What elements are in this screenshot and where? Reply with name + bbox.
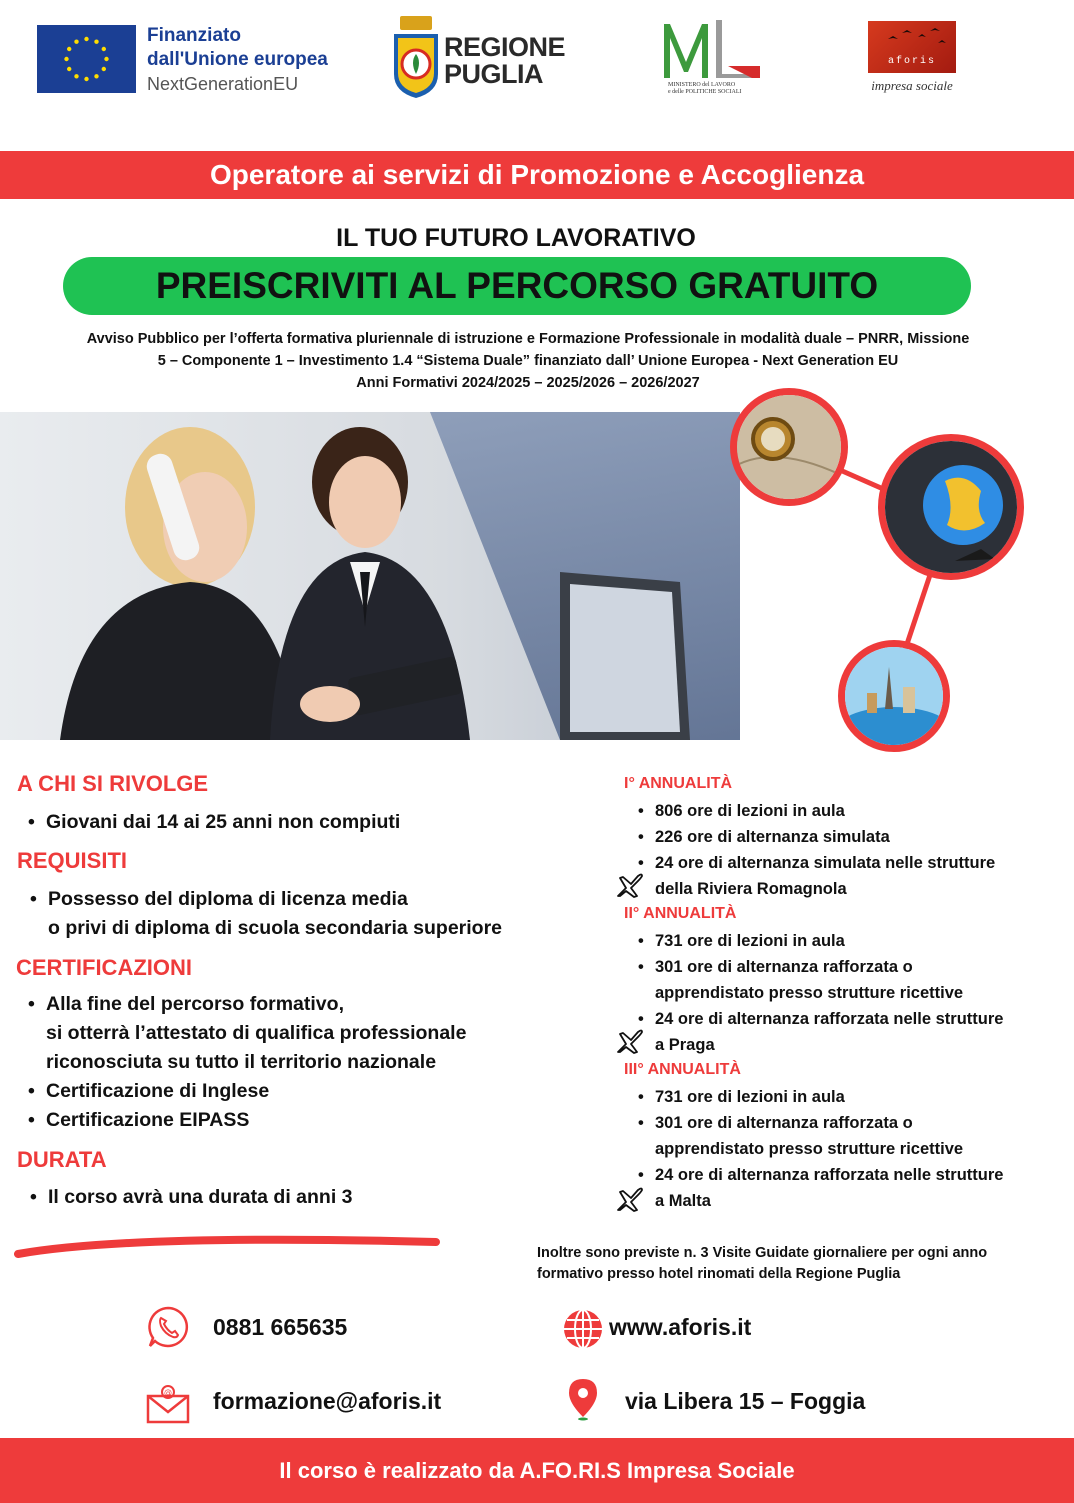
duration-heading: DURATA [17, 1147, 107, 1172]
notice-line-3: Anni Formativi 2024/2025 – 2025/2026 – 2026/2027 [356, 375, 700, 391]
reception-staff-photo [0, 412, 740, 740]
cert-line-1: Alla fine del percorso formativo, [46, 993, 344, 1015]
puglia-line-1: REGIONE [444, 32, 566, 62]
eu-funding-text [147, 24, 328, 96]
svg-text:@: @ [164, 1388, 172, 1397]
address-text: via Libera 15 – Foggia [625, 1388, 866, 1414]
regione-puglia-shield-logo [392, 16, 440, 98]
year-1-item-1: • 806 ore di lezioni in aula [638, 802, 845, 820]
public-notice [20, 328, 1036, 394]
year-3-item-1: • 731 ore di lezioni in aula [638, 1088, 845, 1106]
ministero-caption-2: e delle POLITICHE SOCIALI [668, 89, 742, 95]
eu-line-2: dall'Unione europea [147, 49, 328, 70]
visits-line-1: Inoltre sono previste n. 3 Visite Guidate giornaliere per ogni anno [537, 1245, 988, 1261]
year-3-item-2-line-1: 301 ore di alternanza rafforzata o [655, 1114, 913, 1132]
ministero-caption-1: MINISTERO del LAVORO [668, 82, 736, 88]
puglia-line-2: PUGLIA [444, 59, 544, 89]
certifications-list: • Alla fine del percorso formativo, si otterrà l’attestato di qualifica professionale riconosciuta su tutto il territorio nazionale • Certificazione di Inglese • Certificazione EIPASS [28, 993, 467, 1131]
compass-map-image [730, 388, 848, 506]
future-subtitle: IL TUO FUTURO LAVORATIVO [336, 224, 696, 252]
year-2-item-1: • 731 ore di lezioni in aula [638, 932, 845, 950]
eu-flag-logo [37, 25, 136, 93]
year-3-item-1-text: 731 ore di lezioni in aula [655, 1088, 845, 1106]
world-landmarks-image [838, 640, 950, 752]
year-3-heading: III° ANNUALITÀ [624, 1061, 741, 1078]
location-pin-icon [563, 1377, 607, 1421]
eu-line-1: Finanziato [147, 25, 241, 46]
year-1-item-3-line-1: 24 ore di alternanza simulata nelle strutture [655, 854, 996, 872]
year-3-item-3: • 24 ore di alternanza rafforzata nelle strutture a Malta [638, 1162, 1003, 1214]
requirements-item: • Possesso del diploma di licenza media o privi di diploma di scuola secondaria superiore [30, 885, 502, 943]
airplane-icon [614, 1182, 646, 1214]
year-1-heading: I° ANNUALITÀ [624, 775, 733, 792]
aforis-wordmark: aforis [887, 56, 936, 67]
year-2-item-2-line-1: 301 ore di alternanza rafforzata o [655, 958, 913, 976]
requirements-line-2: o privi di diploma di scuola secondaria superiore [48, 917, 503, 939]
year-2-item-2: • 301 ore di alternanza rafforzata o apprendistato presso strutture ricettive [638, 954, 963, 1006]
globe-image [878, 434, 1024, 580]
email-icon [146, 1382, 190, 1426]
cert-line-2: si otterrà l’attestato di qualifica professionale [46, 1022, 467, 1044]
visits-line-2: formativo presso hotel rinomati della Regione Puglia [537, 1266, 901, 1282]
phone-number-link[interactable]: 0881 665635 [213, 1314, 348, 1340]
certifications-heading: CERTIFICAZIONI [16, 955, 192, 980]
ministero-caption [668, 82, 742, 96]
year-3-item-3-line-1: 24 ore di alternanza rafforzata nelle strutture [655, 1166, 1004, 1184]
footer-banner: Il corso è realizzato da A.FO.RI.S Impresa Sociale [0, 1438, 1074, 1503]
target-heading: A CHI SI RIVOLGE [17, 771, 209, 796]
aforis-subtitle: impresa sociale [871, 78, 953, 93]
notice-line-2: 5 – Componente 1 – Investimento 1.4 “Sistema Duale” finanziato dall’ Unione Europea - Next Generation EU [157, 353, 899, 369]
requirements-heading: REQUISITI [17, 848, 128, 873]
airplane-icon [614, 1024, 646, 1056]
whatsapp-phone-icon [146, 1305, 190, 1349]
eu-line-3: NextGenerationEU [147, 74, 299, 94]
year-2-heading: II° ANNUALITÀ [624, 905, 737, 922]
year-1-item-2: • 226 ore di alternanza simulata [638, 828, 890, 846]
airplane-icon [614, 868, 646, 900]
year-1-item-3-line-2: della Riviera Romagnola [655, 880, 847, 898]
year-1-item-2-text: 226 ore di alternanza simulata [655, 828, 890, 846]
year-2-item-3-line-1: 24 ore di alternanza rafforzata nelle strutture [655, 1010, 1004, 1028]
duration-item-text: Il corso avrà una durata di anni 3 [48, 1186, 353, 1208]
globe-web-icon [561, 1307, 605, 1351]
course-title-banner: Operatore ai servizi di Promozione e Accoglienza [0, 151, 1074, 199]
duration-item: • Il corso avrà una durata di anni 3 [30, 1186, 353, 1208]
year-1-item-1-text: 806 ore di lezioni in aula [655, 802, 845, 820]
notice-line-1: Avviso Pubblico per l’offerta formativa pluriennale di istruzione e Formazione Professionale in modalità duale – PNRR, Missione [86, 331, 970, 347]
guided-visits-note [537, 1243, 987, 1285]
year-3-item-2-line-2: apprendistato presso strutture ricettive [655, 1140, 964, 1158]
year-2-item-2-line-2: apprendistato presso strutture ricettive [655, 984, 964, 1002]
target-item-text: Giovani dai 14 ai 25 anni non compiuti [46, 811, 401, 833]
year-2-item-3-line-2: a Praga [655, 1036, 715, 1054]
year-3-item-2: • 301 ore di alternanza rafforzata o apprendistato presso strutture ricettive [638, 1110, 963, 1162]
regione-puglia-wordmark [444, 34, 565, 88]
year-2-item-3: • 24 ore di alternanza rafforzata nelle strutture a Praga [638, 1006, 1003, 1058]
year-1-item-3: • 24 ore di alternanza simulata nelle strutture della Riviera Romagnola [638, 850, 995, 902]
cert-english: Certificazione di Inglese [46, 1080, 270, 1102]
red-brush-stroke [12, 1228, 442, 1262]
target-item: • Giovani dai 14 ai 25 anni non compiuti [28, 811, 401, 833]
email-link[interactable]: formazione@aforis.it [213, 1388, 442, 1414]
cert-eipass: Certificazione EIPASS [46, 1109, 250, 1131]
requirements-line-1: Possesso del diploma di licenza media [48, 888, 408, 910]
website-link[interactable]: www.aforis.it [609, 1314, 752, 1340]
year-3-item-3-line-2: a Malta [655, 1192, 711, 1210]
year-2-item-1-text: 731 ore di lezioni in aula [655, 932, 845, 950]
cert-line-3: riconosciuta su tutto il territorio nazionale [46, 1051, 437, 1073]
preregister-cta[interactable]: PREISCRIVITI AL PERCORSO GRATUITO [63, 257, 971, 315]
